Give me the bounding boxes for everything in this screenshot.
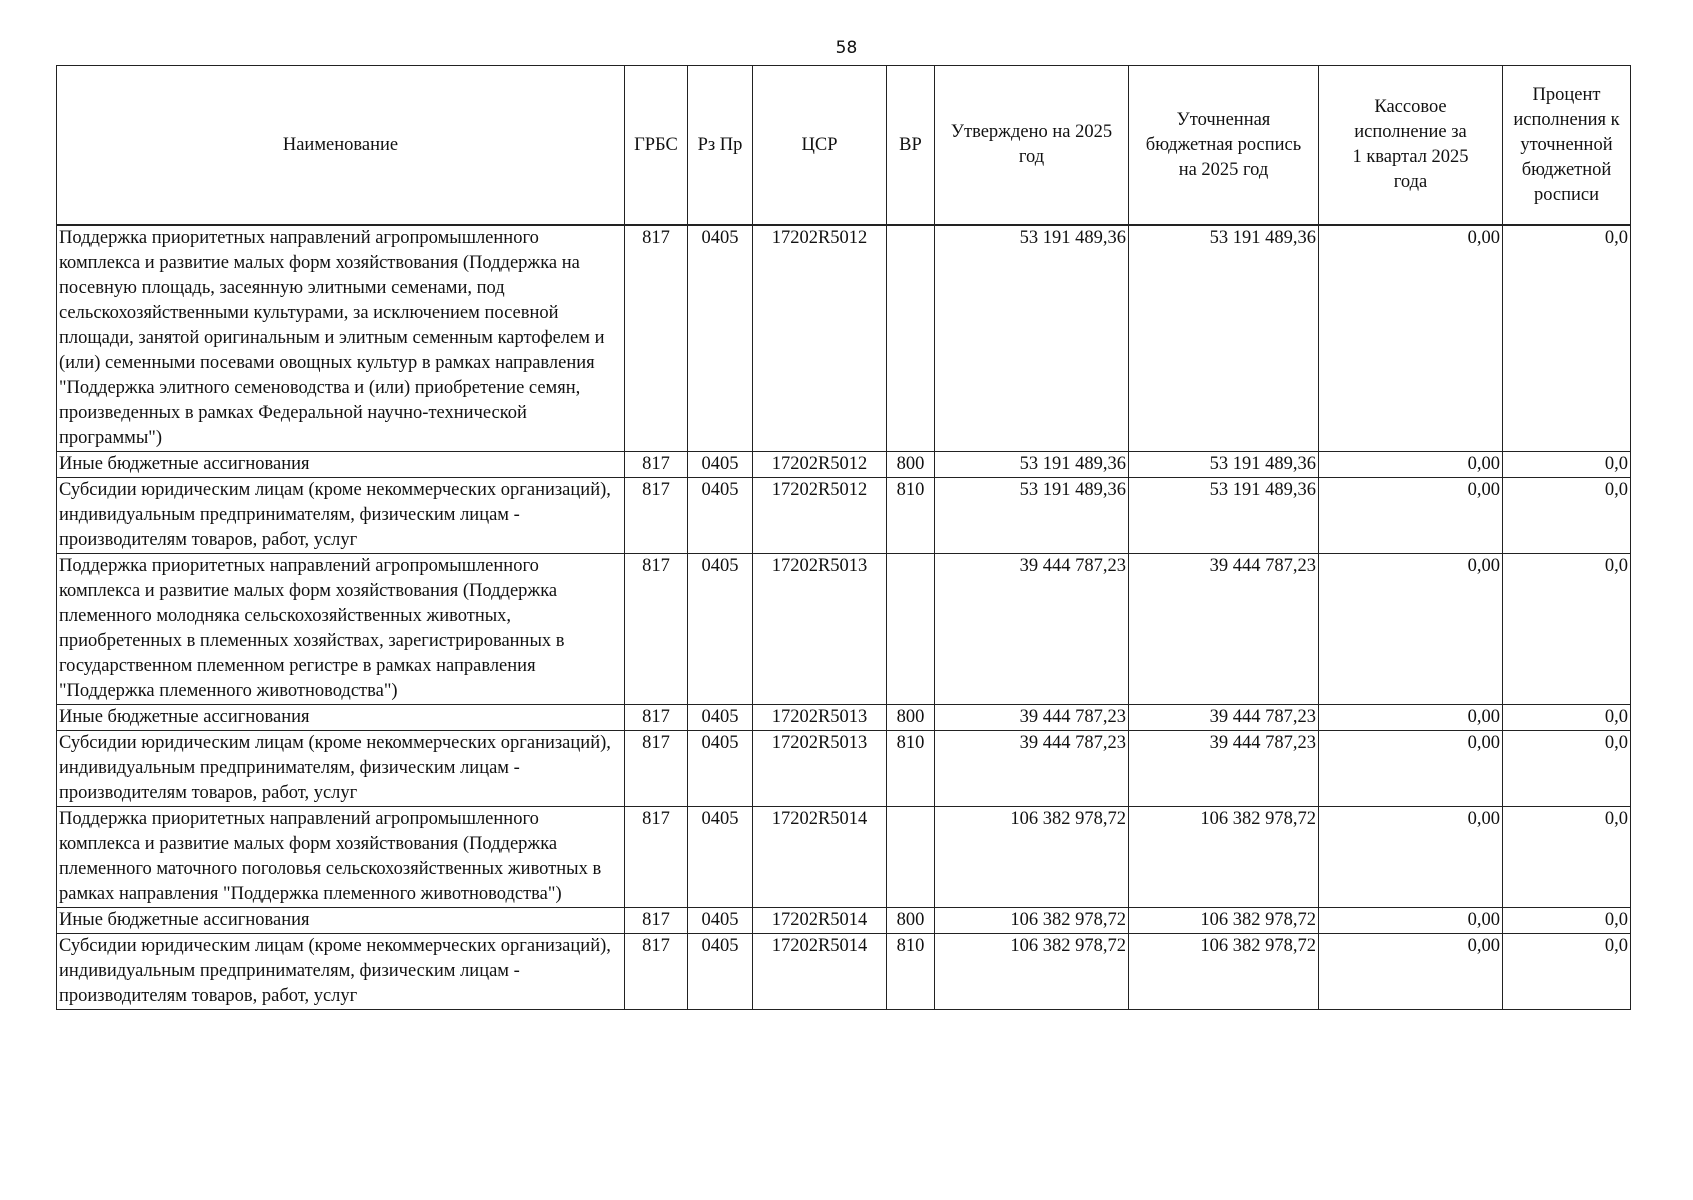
cell-vr: [887, 807, 935, 908]
cell-grbs: 817: [625, 225, 688, 452]
header-vr: ВР: [887, 66, 935, 226]
cell-approved: 39 444 787,23: [935, 731, 1129, 807]
cell-approved: 53 191 489,36: [935, 225, 1129, 452]
header-csr: ЦСР: [753, 66, 887, 226]
cell-rzpr: 0405: [688, 225, 753, 452]
cell-csr: 17202R5012: [753, 478, 887, 554]
page-number: 58: [835, 38, 858, 58]
cell-csr: 17202R5014: [753, 934, 887, 1010]
header-approved: Утверждено на 2025 год: [935, 66, 1129, 226]
cell-percent: 0,0: [1503, 478, 1631, 554]
table-row: [57, 452, 1631, 478]
cell-grbs: 817: [625, 554, 688, 705]
cell-rzpr: 0405: [688, 934, 753, 1010]
cell-percent: 0,0: [1503, 807, 1631, 908]
table-row: [57, 731, 1631, 807]
cell-name: Иные бюджетные ассигнования: [57, 705, 625, 731]
cell-grbs: 817: [625, 807, 688, 908]
cell-approved: 53 191 489,36: [935, 478, 1129, 554]
cell-vr: [887, 225, 935, 452]
cell-vr: 810: [887, 478, 935, 554]
cell-name: Иные бюджетные ассигнования: [57, 908, 625, 934]
cell-vr: [887, 554, 935, 705]
cell-vr: 800: [887, 452, 935, 478]
cell-cash: 0,00: [1319, 705, 1503, 731]
cell-approved: 106 382 978,72: [935, 807, 1129, 908]
cell-revised: 106 382 978,72: [1129, 807, 1319, 908]
cell-percent: 0,0: [1503, 452, 1631, 478]
cell-cash: 0,00: [1319, 731, 1503, 807]
table-row: [57, 225, 1631, 452]
cell-revised: 39 444 787,23: [1129, 705, 1319, 731]
table-row: [57, 554, 1631, 705]
cell-vr: 800: [887, 908, 935, 934]
cell-csr: 17202R5014: [753, 807, 887, 908]
cell-rzpr: 0405: [688, 807, 753, 908]
table-row: [57, 705, 1631, 731]
header-grbs: ГРБС: [625, 66, 688, 226]
cell-cash: 0,00: [1319, 807, 1503, 908]
cell-percent: 0,0: [1503, 705, 1631, 731]
cell-rzpr: 0405: [688, 478, 753, 554]
cell-approved: 106 382 978,72: [935, 908, 1129, 934]
cell-approved: 53 191 489,36: [935, 452, 1129, 478]
cell-revised: 106 382 978,72: [1129, 934, 1319, 1010]
header-percent: Процент исполнения к уточненной бюджетной росписи: [1503, 66, 1631, 226]
header-name: Наименование: [57, 66, 625, 226]
cell-name: Поддержка приоритетных направлений агропромышленного комплекса и развитие малых форм хозяйствования (Поддержка на посевную площадь, засеянную элитными семенами, под сельскохозяйственными культурами, за исключением посевной площади, занятой оригинальным и элитным семенным картофелем и (или) семенными посевами овощных культур в рамках направления "Поддержка элитного семеноводства и (или) приобретение семян, произведенных в рамках Федеральной научно-технической программы"): [57, 225, 625, 452]
cell-approved: 39 444 787,23: [935, 554, 1129, 705]
cell-cash: 0,00: [1319, 478, 1503, 554]
cell-rzpr: 0405: [688, 452, 753, 478]
cell-approved: 39 444 787,23: [935, 705, 1129, 731]
cell-grbs: 817: [625, 478, 688, 554]
cell-cash: 0,00: [1319, 452, 1503, 478]
cell-percent: 0,0: [1503, 731, 1631, 807]
cell-rzpr: 0405: [688, 554, 753, 705]
cell-percent: 0,0: [1503, 225, 1631, 452]
table-row: [57, 807, 1631, 908]
cell-vr: 810: [887, 934, 935, 1010]
cell-grbs: 817: [625, 731, 688, 807]
cell-revised: 39 444 787,23: [1129, 554, 1319, 705]
cell-name: Субсидии юридическим лицам (кроме некоммерческих организаций), индивидуальным предпринимателям, физическим лицам - производителям товаров, работ, услуг: [57, 478, 625, 554]
cell-name: Поддержка приоритетных направлений агропромышленного комплекса и развитие малых форм хозяйствования (Поддержка племенного молодняка сельскохозяйственных животных, приобретенных в племенных хозяйствах, зарегистрированных в государственном племенном регистре в рамках направления "Поддержка племенного животноводства"): [57, 554, 625, 705]
cell-approved: 106 382 978,72: [935, 934, 1129, 1010]
header-rzpr: Рз Пр: [688, 66, 753, 226]
header-cash: Кассовое исполнение за 1 квартал 2025 года: [1319, 66, 1503, 226]
cell-revised: 106 382 978,72: [1129, 908, 1319, 934]
cell-grbs: 817: [625, 452, 688, 478]
cell-cash: 0,00: [1319, 554, 1503, 705]
cell-csr: 17202R5013: [753, 554, 887, 705]
cell-cash: 0,00: [1319, 908, 1503, 934]
header-row: [57, 66, 1631, 226]
cell-rzpr: 0405: [688, 731, 753, 807]
cell-name: Иные бюджетные ассигнования: [57, 452, 625, 478]
cell-name: Субсидии юридическим лицам (кроме некоммерческих организаций), индивидуальным предпринимателям, физическим лицам - производителям товаров, работ, услуг: [57, 934, 625, 1010]
cell-grbs: 817: [625, 934, 688, 1010]
cell-revised: 53 191 489,36: [1129, 225, 1319, 452]
cell-grbs: 817: [625, 705, 688, 731]
cell-revised: 53 191 489,36: [1129, 452, 1319, 478]
header-revised: Уточненная бюджетная роспись на 2025 год: [1129, 66, 1319, 226]
cell-csr: 17202R5014: [753, 908, 887, 934]
budget-table: [56, 65, 1631, 1010]
cell-csr: 17202R5012: [753, 452, 887, 478]
cell-csr: 17202R5013: [753, 705, 887, 731]
cell-csr: 17202R5012: [753, 225, 887, 452]
cell-percent: 0,0: [1503, 934, 1631, 1010]
cell-rzpr: 0405: [688, 705, 753, 731]
cell-vr: 810: [887, 731, 935, 807]
cell-grbs: 817: [625, 908, 688, 934]
table-body: [57, 225, 1631, 1010]
table-row: [57, 478, 1631, 554]
cell-vr: 800: [887, 705, 935, 731]
cell-percent: 0,0: [1503, 908, 1631, 934]
cell-cash: 0,00: [1319, 934, 1503, 1010]
cell-name: Поддержка приоритетных направлений агропромышленного комплекса и развитие малых форм хозяйствования (Поддержка племенного маточного поголовья сельскохозяйственных животных в рамках направления "Поддержка племенного животноводства"): [57, 807, 625, 908]
cell-revised: 39 444 787,23: [1129, 731, 1319, 807]
table-row: [57, 934, 1631, 1010]
cell-csr: 17202R5013: [753, 731, 887, 807]
cell-rzpr: 0405: [688, 908, 753, 934]
cell-revised: 53 191 489,36: [1129, 478, 1319, 554]
cell-percent: 0,0: [1503, 554, 1631, 705]
cell-name: Субсидии юридическим лицам (кроме некоммерческих организаций), индивидуальным предпринимателям, физическим лицам - производителям товаров, работ, услуг: [57, 731, 625, 807]
cell-cash: 0,00: [1319, 225, 1503, 452]
table-row: [57, 908, 1631, 934]
